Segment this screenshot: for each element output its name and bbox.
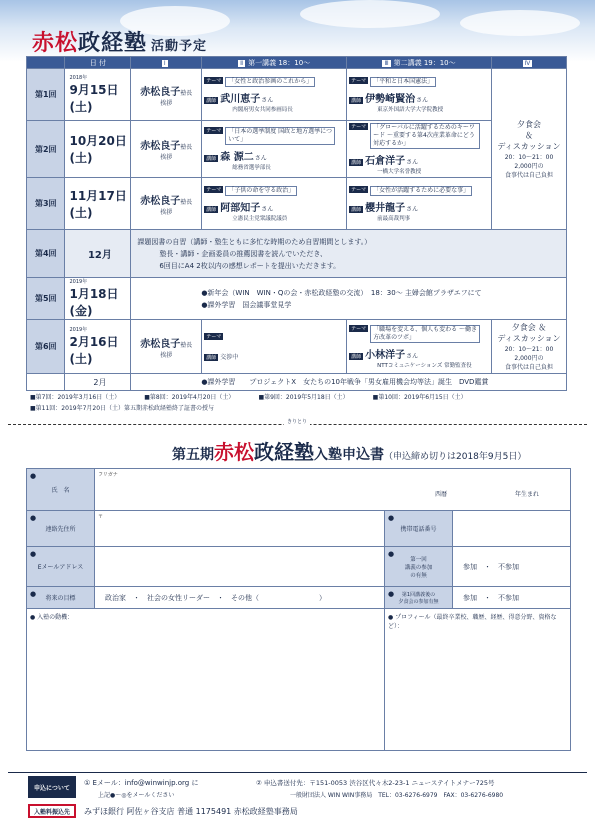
address-field[interactable]: 〒: [95, 511, 385, 547]
schedule-header-row: 日 付 Ⅰ Ⅱ 第一講義 18：10～ Ⅲ 第二講義 19：10～ Ⅳ: [27, 57, 567, 69]
cut-label: きりとり: [284, 418, 310, 425]
schedule-row: 2月 ●課外学習 プロジェクトX 女たちの10年戦争「男女雇用機会均等法」誕生 DVD鑑賞: [27, 374, 567, 391]
goal-options[interactable]: 政治家 ・ 社会の女性リーダー ・ その他（ ）: [95, 587, 385, 609]
schedule-row: 第3回 11月17日(土) 赤松良子塾長 挨拶 テーマ 「子供の命を守る政治」 講師 阿部知子さん 立憲民主党衆議院議員 テーマ 「女性が活躍するために必要な事」 講師 櫻井龍子さん 前最高裁判事: [27, 178, 567, 230]
schedule-row: 第6回 2019年 2月16日(土) 赤松良子塾長 挨拶 テーマ 講師 交渉中 テーマ 「職場を変える、個人も変わる ～働き方改革のツボ」 講師 小林洋子さん NTTコミュニケーションズ 常勤監査役 夕食会 ＆ ディスカッション 20：10～21：00 2,000円の 食事代は自己負担: [27, 320, 567, 374]
schedule-row: 第4回 12月 課題図書の自習（講師・塾生ともに多忙な時期のため自習期間とします。） 塾長・講師・企画委員の推薦図書を読んでいただき、 6回目にA4 2枚以内の感想レポートを提出いただきます。: [27, 230, 567, 278]
form-title: 第五期赤松政経塾入塾申込書（申込締め切りは2018年9月5日）: [172, 440, 527, 464]
page-title: 赤松政経塾 活動予定: [32, 30, 208, 56]
phone-field[interactable]: [453, 511, 571, 547]
schedule-row: 第2回 10月20日(土) 赤松良子塾長 挨拶 テーマ 「日本の選挙制度 国政と地方選挙について」 講師 森 源二さん 総務省選挙部長 テーマ 「グローバルに活躍するためのキーワード ～重要する第4次産業革命にどう対応するか」 講師 石倉洋子さん 一橋大学名誉教授: [27, 121, 567, 178]
schedule-row: 第5回 2019年 1月18日(金) ●新年会（WIN WIN・Qの会・赤松政経塾の交流） 18：30～ 主婦会館プラザエフにて ●課外学習 国会議事堂見学: [27, 278, 567, 320]
first-lecture-attendance[interactable]: 参加 ・ 不参加: [453, 547, 571, 587]
profile-field[interactable]: ● プロフィール（最終卒業校、職歴、経歴、得意分野、資格など）：: [385, 609, 571, 751]
dinner-cell: 夕食会 ＆ ディスカッション 20：10～21：00 2,000円の 食事代は自己負担: [491, 69, 566, 230]
dinner-attendance[interactable]: 参加 ・ 不参加: [453, 587, 571, 609]
footer-rule: [8, 772, 587, 773]
about-label: 申込について: [28, 776, 76, 798]
schedule-table: [26, 56, 567, 391]
application-form: ● 氏 名 フリガナ 西暦 年生まれ ● 連絡先住所 〒 ● 携帯電話番号 ● Eメールアドレス ● 第一回 講義の参加 の有無 参加 ・ 不参加 ● 将来の目標 政治家 ・ 社会の女性リーダー ・ その他（ ） ● 第1回講義後の 夕食会の参加有無 参加 ・ 不参加 ● 入塾の動機： ● プロフィール（最終卒業校、職歴、経歴、得意分野、資格など）：: [26, 468, 571, 751]
name-field[interactable]: フリガナ 西暦 年生まれ: [95, 469, 571, 511]
motive-field[interactable]: ● 入塾の動機：: [27, 609, 385, 751]
email-field[interactable]: [95, 547, 385, 587]
payment-label: 入塾料振込先: [28, 804, 76, 818]
date-header: 日 付: [65, 57, 131, 69]
future-sessions: ■第7回：2019年3月16日（土） ■第8回：2019年4月20日（土） ■第9回：2019年5月18日（土） ■第10回：2019年6月15日（土） ■第11回：2019年7月20日（土）第五期赤松政経塾終了証書の授与: [30, 394, 467, 412]
schedule-row: 第1回 2018年 9月15日(土) 赤松良子塾長 挨拶 テーマ 「女性と政治参画のこれから」 講師 武川恵子さん 内閣府男女共同参画局長 テーマ 「平和と日本国憲法」 講師 伊勢崎賢治さん 東京外国語大学大学院教授 夕食会 ＆ ディスカッション 20：10～21：00 2,000円の 食事代は自己負担: [27, 69, 567, 121]
bank-info: みずほ銀行 阿佐ヶ谷支店 普通 1175491 赤松政経塾事務局: [84, 807, 298, 816]
